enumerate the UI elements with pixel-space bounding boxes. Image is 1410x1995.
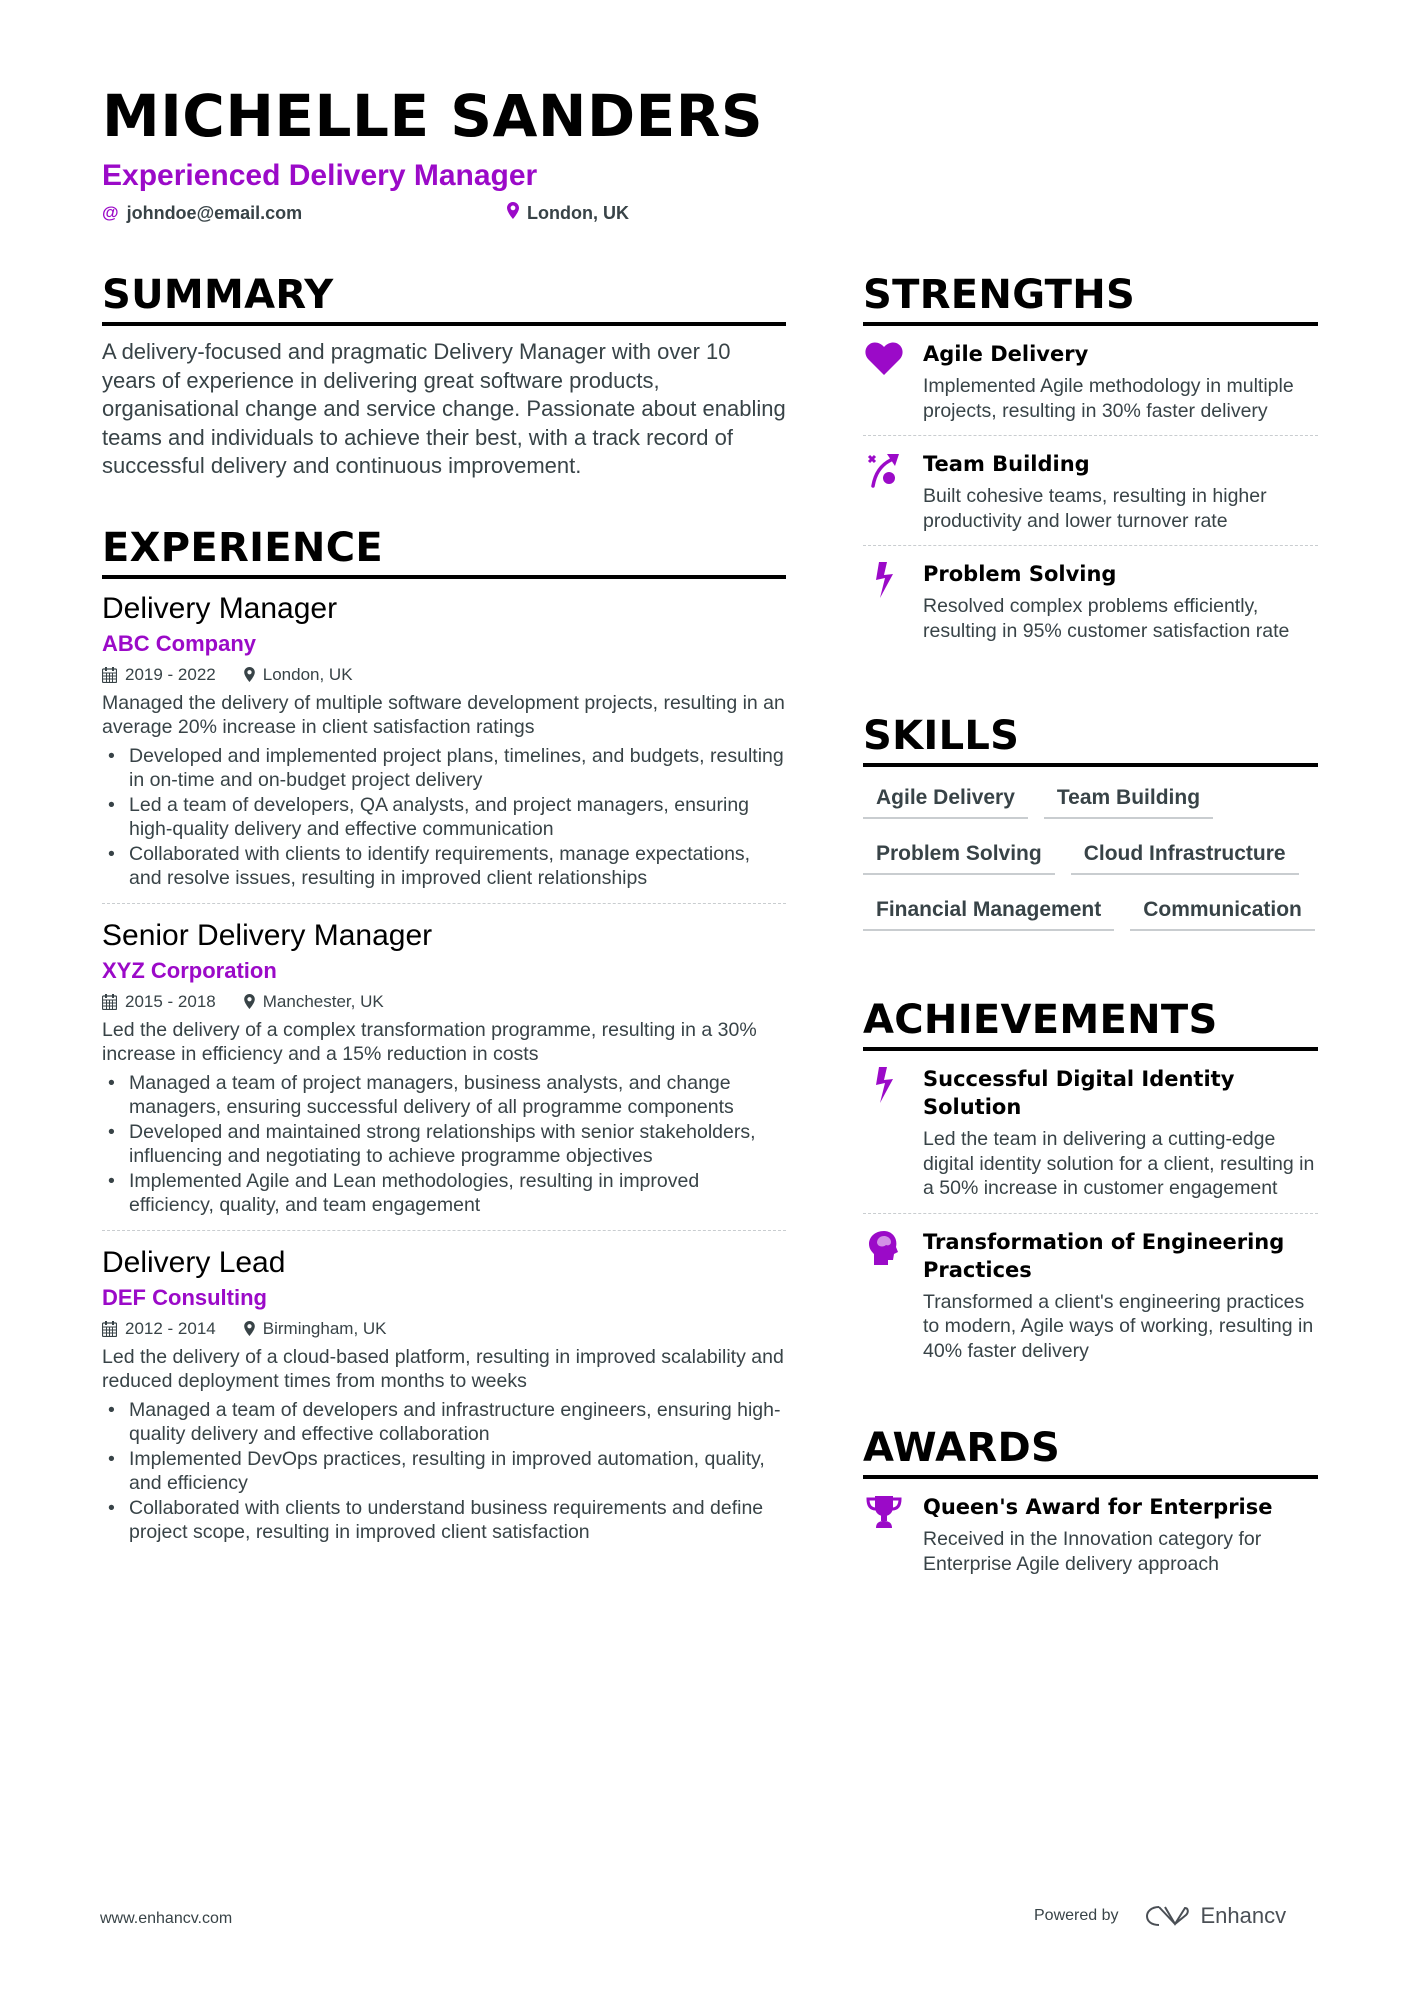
job-meta — [102, 990, 786, 1014]
skill-tag: Agile Delivery — [863, 779, 1028, 819]
job-location — [244, 663, 353, 687]
job-entry — [102, 918, 786, 1231]
job-location — [244, 990, 384, 1014]
location-text: London, UK — [527, 202, 629, 223]
job-dates — [102, 663, 216, 687]
skill-tag: Financial Management — [863, 891, 1114, 931]
heart-icon — [863, 340, 905, 423]
strength-title: Team Building — [923, 452, 1090, 476]
job-description: Led the delivery of a complex transformation programme, resulting in a 30% increase in efficiency and a 15% reduction in costs — [102, 1018, 757, 1065]
calendar-icon — [102, 667, 117, 683]
job-bullet: • Developed and maintained strong relationships with senior stakeholders, influencing and negotiating to achieve programme objectives — [102, 1120, 786, 1169]
strength-title: Agile Delivery — [923, 342, 1089, 366]
strength-item — [863, 338, 1318, 436]
right-column — [863, 272, 1318, 1588]
job-title: Delivery Lead — [102, 1245, 286, 1279]
achievement-description: Led the team in delivering a cutting-edge digital identity solution for a client, resulting in a 50% increase in customer engagement — [923, 1128, 1315, 1199]
job-bullet: • Implemented Agile and Lean methodologies, resulting in improved efficiency, quality, and team engagement — [102, 1169, 786, 1218]
award-title: Queen's Award for Enterprise — [923, 1495, 1273, 1519]
achievement-title: Transformation of Engineering Practices — [923, 1229, 1285, 1282]
enhancv-logo-icon — [1145, 1904, 1191, 1928]
strength-item — [863, 448, 1318, 546]
map-pin-icon — [507, 202, 519, 224]
job-bullet: • Collaborated with clients to identify requirements, manage expectations, and resolve issues, resulting in improved client relationships — [102, 842, 786, 891]
job-bullet: • Led a team of developers, QA analysts, and project managers, ensuring high-quality delivery and effective communication — [102, 793, 786, 842]
skill-tag: Cloud Infrastructure — [1071, 835, 1299, 875]
strength-title: Problem Solving — [923, 562, 1117, 586]
skills-list — [863, 779, 1318, 947]
skill-tag: Team Building — [1044, 779, 1213, 819]
contact-info — [102, 202, 1318, 224]
bolt-icon — [863, 1065, 905, 1201]
map-pin-icon — [244, 1321, 255, 1336]
skill-tag: Problem Solving — [863, 835, 1055, 875]
strength-item — [863, 558, 1318, 655]
experience-section — [102, 525, 786, 1557]
job-title: Delivery Manager — [102, 591, 338, 625]
dates-text: 2019 - 2022 — [125, 664, 216, 684]
strategy-icon — [863, 450, 905, 533]
job-entry — [102, 591, 786, 904]
job-bullets — [102, 1398, 786, 1545]
location-text: London, UK — [262, 664, 353, 684]
achievement-item — [863, 1063, 1318, 1214]
job-bullet: • Developed and implemented project plans, timelines, and budgets, resulting in on-time and on-budget project delivery — [102, 744, 786, 793]
job-meta — [102, 663, 786, 687]
strength-description: Built cohesive teams, resulting in higher productivity and lower turnover rate — [923, 485, 1267, 532]
brand-name: Enhancv — [1200, 1903, 1287, 1928]
powered-by-label: Powered by — [1034, 1907, 1119, 1924]
footer-powered-by — [1034, 1903, 1286, 1929]
achievements-section — [863, 997, 1318, 1375]
job-description: Led the delivery of a cloud-based platform, resulting in improved scalability and reduced deployment times from months to weeks — [102, 1345, 784, 1392]
achievements-heading: ACHIEVEMENTS — [863, 997, 1318, 1051]
brand-logo[interactable] — [1145, 1903, 1287, 1929]
skills-section — [863, 713, 1318, 947]
left-column — [102, 272, 786, 1571]
awards-heading: AWARDS — [863, 1425, 1318, 1479]
job-bullets — [102, 1071, 786, 1218]
job-bullets — [102, 744, 786, 891]
dates-text: 2015 - 2018 — [125, 991, 216, 1011]
calendar-icon — [102, 1321, 117, 1337]
summary-heading: SUMMARY — [102, 272, 786, 326]
achievement-description: Transformed a client's engineering practices to modern, Agile ways of working, resulting in 40% faster delivery — [923, 1290, 1314, 1362]
awards-section — [863, 1425, 1318, 1588]
job-description: Managed the delivery of multiple software development projects, resulting in an average 20% increase in client satisfaction ratings — [102, 691, 785, 738]
job-bullet: • Managed a team of project managers, business analysts, and change managers, ensuring successful delivery of all programme components — [102, 1071, 786, 1120]
location-text: Birmingham, UK — [262, 1318, 387, 1338]
trophy-icon — [863, 1493, 905, 1576]
contact-email[interactable] — [102, 202, 507, 224]
map-pin-icon — [244, 667, 255, 682]
experience-heading: EXPERIENCE — [102, 525, 786, 579]
dates-text: 2012 - 2014 — [125, 1318, 216, 1338]
job-bullet: • Collaborated with clients to understand business requirements and define project scope, resulting in improved client satisfaction — [102, 1496, 786, 1545]
summary-text: A delivery-focused and pragmatic Delivery Manager with over 10 years of experience in delivering great software products, organisational change and service change. Passionate about enabling teams and individuals to achieve their best, with a track record of successful delivery and continuous improvement. — [102, 339, 786, 478]
skill-tag: Communication — [1130, 891, 1315, 931]
job-title: Senior Delivery Manager — [102, 918, 433, 952]
map-pin-icon — [244, 994, 255, 1009]
job-bullet: • Implemented DevOps practices, resulting in improved automation, quality, and efficiency — [102, 1447, 786, 1496]
job-company: DEF Consulting — [102, 1284, 267, 1310]
job-meta — [102, 1317, 786, 1341]
job-dates — [102, 1317, 216, 1341]
contact-location — [507, 202, 629, 224]
award-description: Received in the Innovation category for Enterprise Agile delivery approach — [923, 1528, 1262, 1575]
award-item — [863, 1491, 1318, 1588]
job-company: XYZ Corporation — [102, 957, 277, 983]
head-brain-icon — [863, 1228, 905, 1364]
strength-description: Resolved complex problems efficiently, resulting in 95% customer satisfaction rate — [923, 595, 1290, 642]
strengths-section — [863, 272, 1318, 655]
calendar-icon — [102, 994, 117, 1010]
location-text: Manchester, UK — [262, 991, 384, 1011]
achievement-title: Successful Digital Identity Solution — [923, 1067, 1235, 1119]
strength-description: Implemented Agile methodology in multiple projects, resulting in 30% faster delivery — [923, 375, 1294, 422]
bolt-icon — [863, 560, 905, 643]
job-location — [244, 1317, 387, 1341]
resume-header — [102, 82, 1318, 224]
achievement-item — [863, 1226, 1318, 1376]
job-dates — [102, 990, 216, 1014]
job-company: ABC Company — [102, 630, 257, 656]
job-entry — [102, 1245, 786, 1557]
skills-heading: SKILLS — [863, 713, 1318, 767]
email-text: johndoe@email.com — [126, 202, 303, 223]
footer-website-link[interactable]: www.enhancv.com — [100, 1910, 233, 1927]
at-icon: @ — [102, 203, 119, 222]
job-bullet: • Managed a team of developers and infrastructure engineers, ensuring high-quality delivery and effective collaboration — [102, 1398, 786, 1447]
candidate-headline: Experienced Delivery Manager — [102, 159, 538, 192]
strengths-heading: STRENGTHS — [863, 272, 1318, 326]
candidate-name: MICHELLE SANDERS — [102, 82, 764, 150]
summary-section — [102, 272, 786, 481]
